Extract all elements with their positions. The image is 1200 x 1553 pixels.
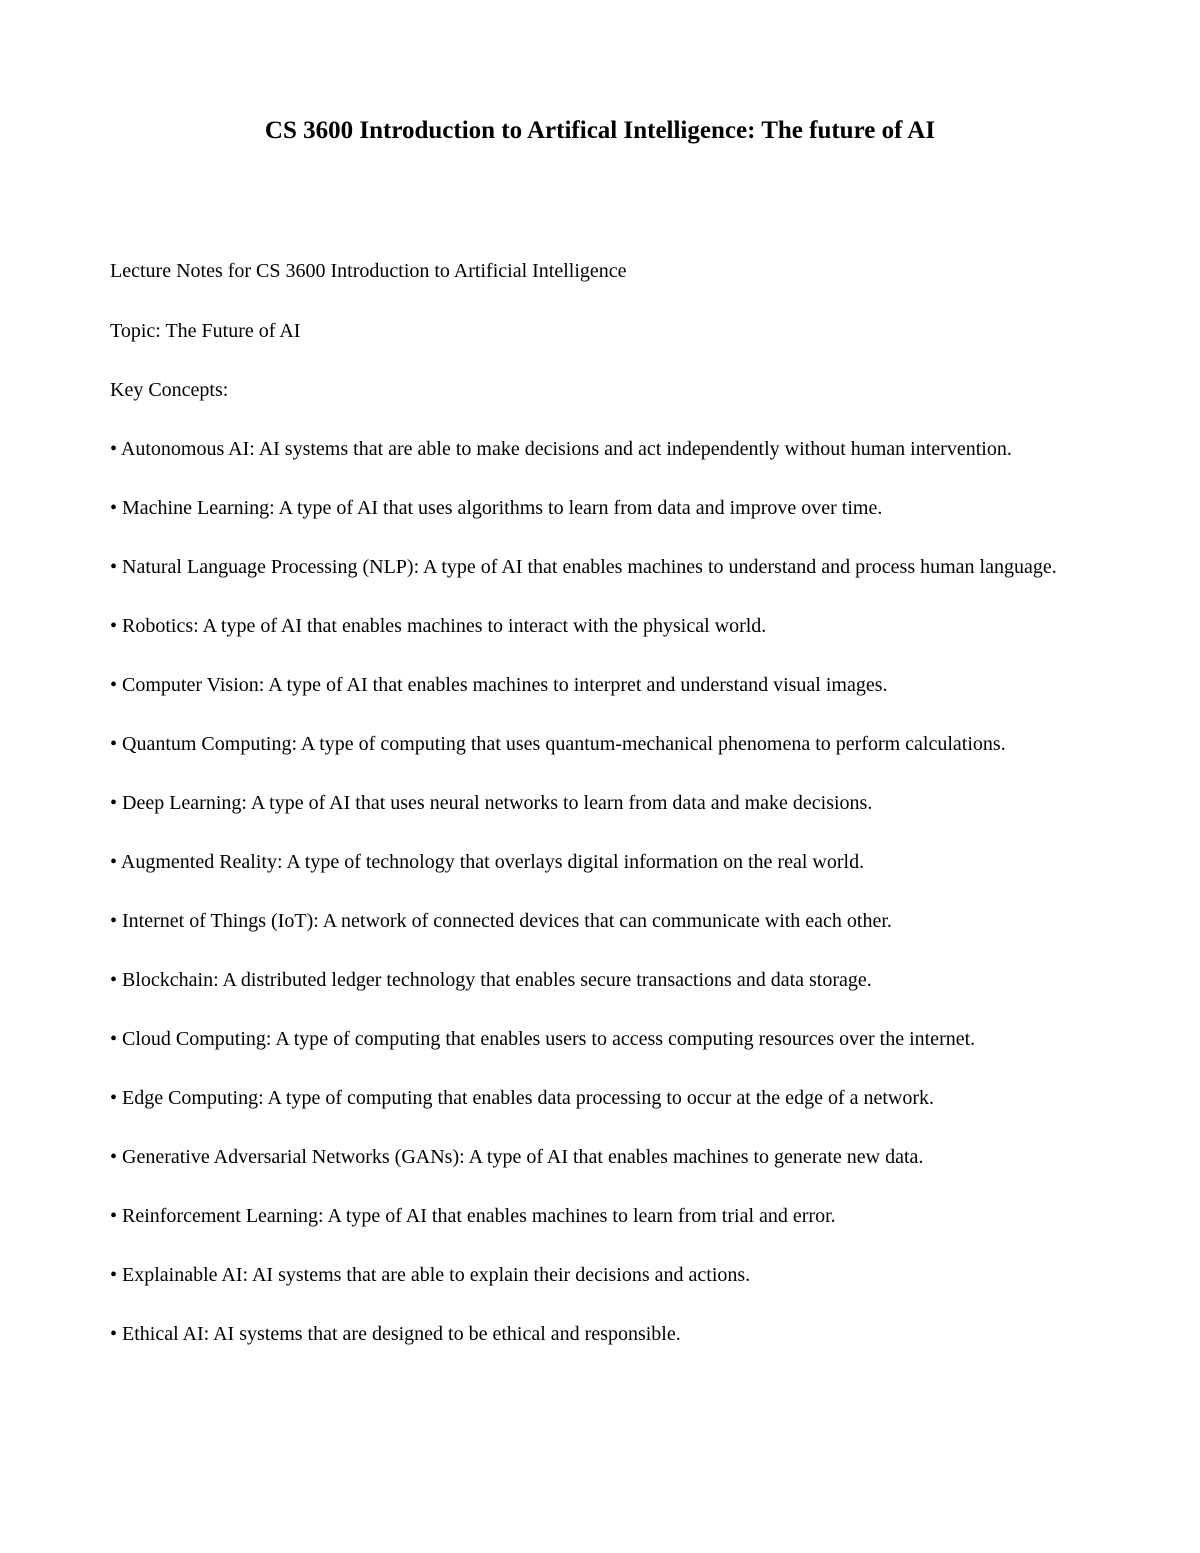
key-concepts-list [110,438,1100,1382]
concept-item: • Generative Adversarial Networks (GANs): A type of AI that enables machines to generate new data. [110,1146,924,1168]
topic-line: Topic: The Future of AI [110,320,301,342]
concept-item: • Edge Computing: A type of computing that enables data processing to occur at the edge of a network. [110,1087,935,1109]
concept-item: • Explainable AI: AI systems that are able to explain their decisions and actions. [110,1264,751,1286]
concept-item: • Quantum Computing: A type of computing that uses quantum-mechanical phenomena to perform calculations. [110,733,1006,755]
concept-item: • Blockchain: A distributed ledger technology that enables secure transactions and data storage. [110,969,872,991]
concept-item: • Augmented Reality: A type of technology that overlays digital information on the real world. [110,851,865,873]
concept-item: • Autonomous AI: AI systems that are able to make decisions and act independently without human intervention. [110,438,1012,460]
concept-item: • Cloud Computing: A type of computing that enables users to access computing resources over the internet. [110,1028,976,1050]
concept-item: • Computer Vision: A type of AI that enables machines to interpret and understand visual images. [110,674,888,696]
concept-item: • Natural Language Processing (NLP): A type of AI that enables machines to understand and process human language. [110,556,1057,578]
concept-item: • Deep Learning: A type of AI that uses neural networks to learn from data and make decisions. [110,792,873,814]
concept-item: • Internet of Things (IoT): A network of connected devices that can communicate with each other. [110,910,892,932]
document-title: CS 3600 Introduction to Artifical Intelligence: The future of AI [264,117,936,144]
key-concepts-heading: Key Concepts: [110,379,229,401]
concept-item: • Reinforcement Learning: A type of AI that enables machines to learn from trial and error. [110,1205,836,1227]
concept-item: • Robotics: A type of AI that enables machines to interact with the physical world. [110,615,767,637]
intro-line: Lecture Notes for CS 3600 Introduction to Artificial Intelligence [110,260,627,282]
concept-item: • Machine Learning: A type of AI that uses algorithms to learn from data and improve over time. [110,497,883,519]
concept-item: • Ethical AI: AI systems that are designed to be ethical and responsible. [110,1323,681,1345]
